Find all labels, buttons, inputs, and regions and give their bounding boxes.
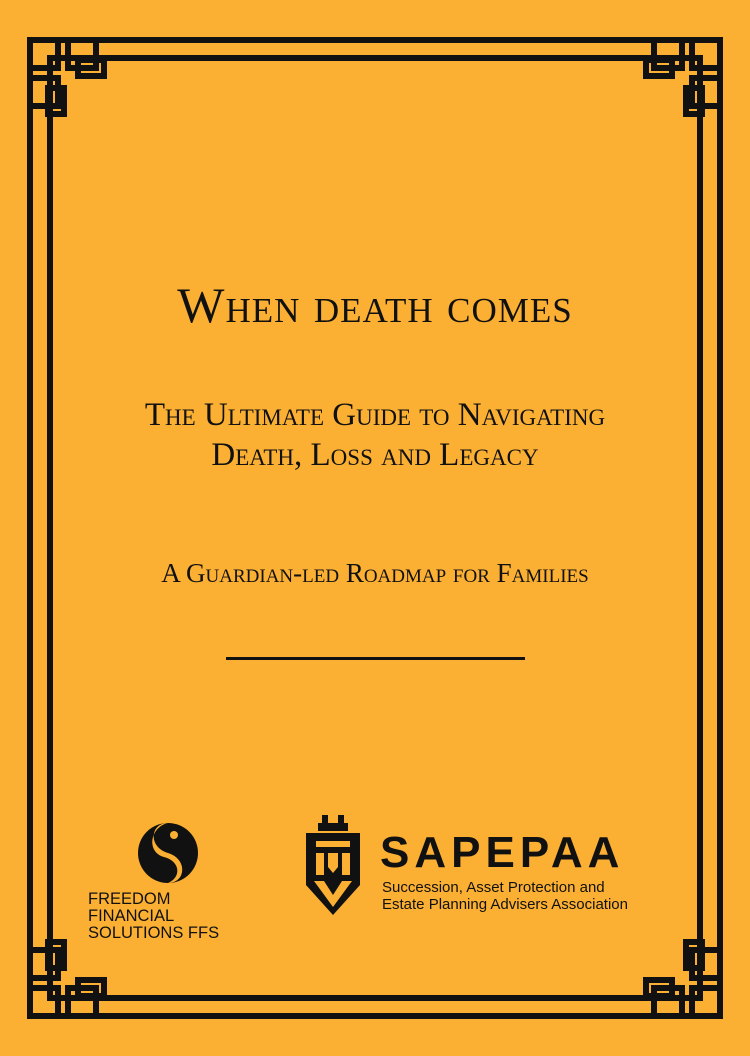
ffs-line-2: SOLUTIONS FFS <box>88 924 220 942</box>
sapepaa-desc-line-1: Succession, Asset Protection and <box>382 879 605 896</box>
corner-ornament-bottom-right <box>625 921 720 1016</box>
ffs-wordmark <box>88 891 258 942</box>
corner-ornament-top-right <box>625 40 720 135</box>
sapepaa-crest-icon <box>302 815 364 919</box>
corner-ornament-top-left <box>30 40 125 135</box>
ffs-line-1: FREEDOM FINANCIAL <box>88 890 175 925</box>
cover-tagline: A Guardian-led Roadmap for Families <box>161 558 589 588</box>
cover-subtitle <box>0 395 750 475</box>
ffs-swirl-icon <box>134 817 202 889</box>
sapepaa-description <box>382 879 628 913</box>
ffs-logo-block <box>88 812 258 942</box>
divider-line <box>226 657 525 660</box>
subtitle-line-2: Death, Loss and Legacy <box>211 437 539 473</box>
subtitle-line-1: The Ultimate Guide to Navigating <box>144 397 606 433</box>
sapepaa-wordmark: SAPEPAA <box>380 828 625 877</box>
sapepaa-desc-line-2: Estate Planning Advisers Association <box>382 896 628 913</box>
cover-title: When death comes <box>177 277 573 333</box>
sapepaa-logo-block <box>302 815 682 925</box>
